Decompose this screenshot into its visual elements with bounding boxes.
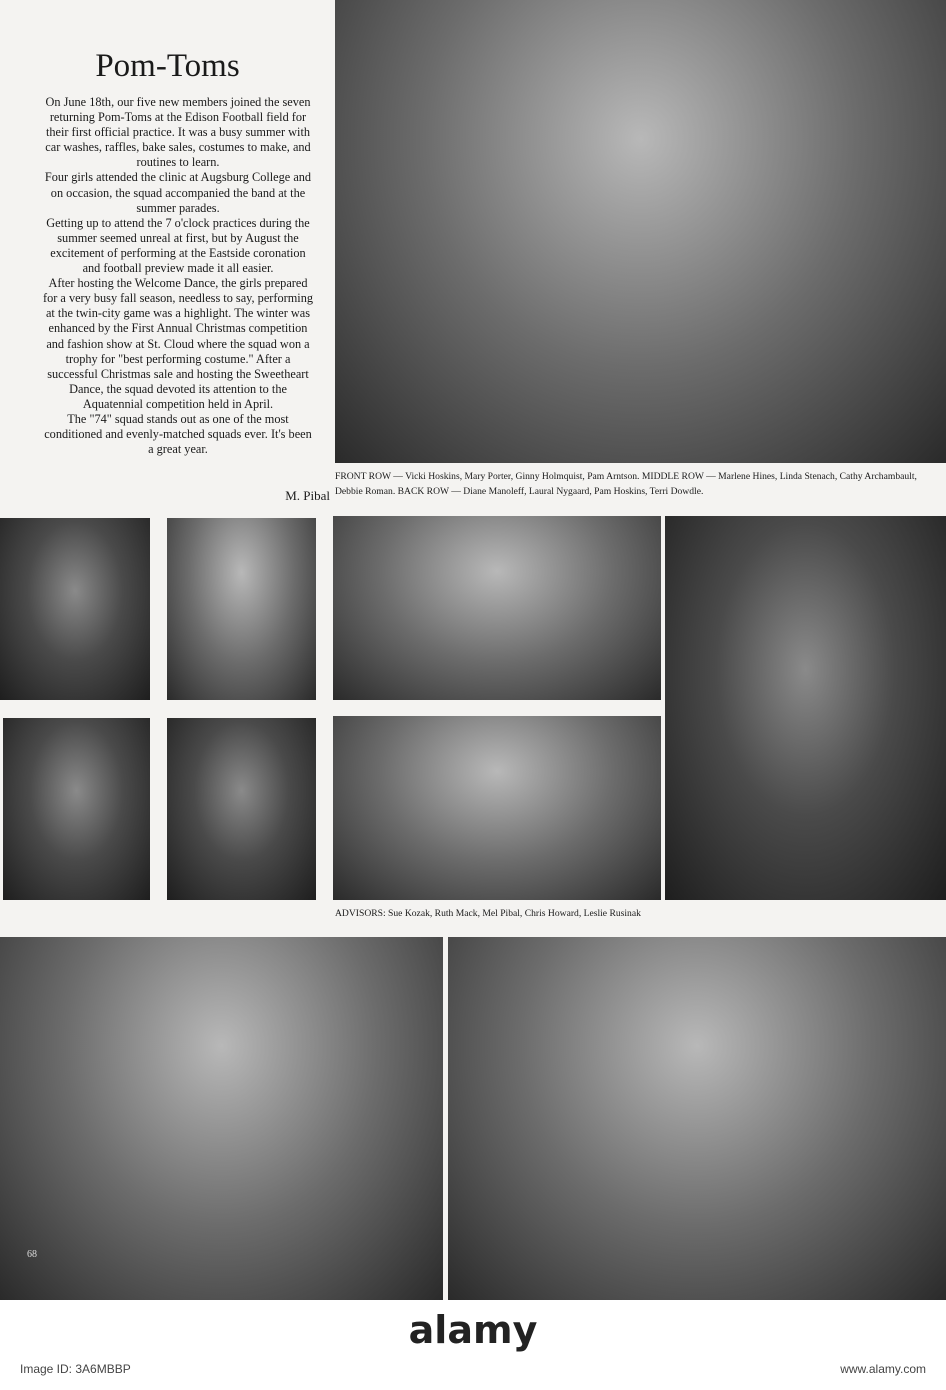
- photo-advisors: [448, 937, 946, 1300]
- image-id: Image ID: 3A6MBBP: [20, 1362, 131, 1376]
- photo-field-performance: [333, 516, 661, 700]
- photo-dancer: [167, 518, 316, 700]
- story-paragraph: After hosting the Welcome Dance, the girls prepared for a very busy fall season, needless to say, performing at the twin-city game was a highlight. The winter was enhanced by the First Annual Christmas competition and fashion show at St. Cloud where the squad won a trophy for "best performing costume." After a successful Christmas sale and hosting the Sweetheart Dance, the squad devoted its attention to the Aquatennial competition held in April.: [43, 276, 313, 411]
- photo-kickline: [333, 716, 661, 900]
- team-caption: FRONT ROW — Vicki Hoskins, Mary Porter, Ginny Holmquist, Pam Arntson. MIDDLE ROW — Marlene Hines, Linda Stenach, Cathy Archambault, Debbie Roman. BACK ROW — Diane Manoleff, Laural Nygaard, Pam Hoskins, Terri Dowdle.: [335, 471, 917, 497]
- story-paragraph: The "74" squad stands out as one of the most conditioned and evenly-matched squads ever. It's been a great year.: [44, 411, 312, 457]
- photo-seated-member: [665, 516, 946, 900]
- page-title: Pom-Toms: [95, 48, 240, 84]
- story-paragraph: Getting up to attend the 7 o'clock practices during the summer seemed unreal at first, but by August the excitement of performing at the Eastside coronation and football preview made it all easier.: [46, 215, 310, 276]
- team-photo: [335, 0, 946, 463]
- story-text: [40, 95, 316, 457]
- story-paragraph: Four girls attended the clinic at Augsburg College and on occasion, the squad accompanied the band at the summer parades.: [44, 170, 312, 215]
- advisors-caption: ADVISORS: Sue Kozak, Ruth Mack, Mel Pibal, Chris Howard, Leslie Rusinak: [335, 908, 641, 919]
- photo-group-flowers: [0, 937, 443, 1300]
- photo-fashion: [167, 718, 316, 900]
- watermark-url: www.alamy.com: [840, 1362, 926, 1376]
- page-number: 68: [27, 1249, 37, 1260]
- story-paragraph: On June 18th, our five new members joined the seven returning Pom-Toms at the Edison Football field for their first official practice. It was a busy summer with car washes, raffles, bake sales, costumes to make, and routines to learn.: [45, 95, 311, 170]
- author-signature: M. Pibal: [285, 488, 330, 503]
- photo-gym-performance: [3, 718, 150, 900]
- watermark-logo: alamy: [408, 1308, 538, 1352]
- photo-skit: [0, 518, 150, 700]
- watermark-bar: [0, 1300, 946, 1390]
